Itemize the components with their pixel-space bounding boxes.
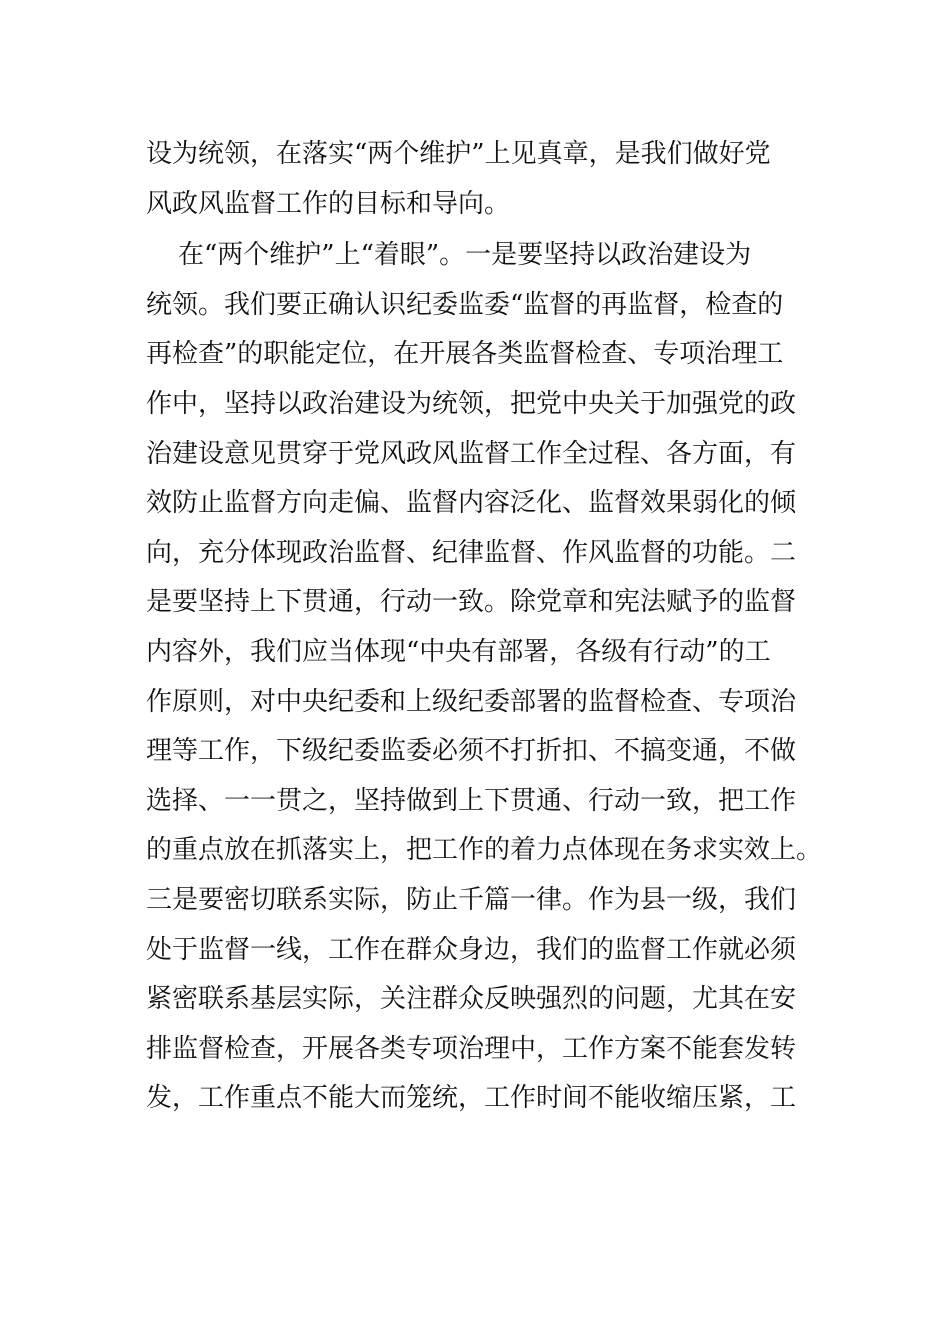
text-line: 内容外，我们应当体现“中央有部署，各级有行动”的工 xyxy=(146,636,771,667)
text-line-first: 在“两个维护”上“着眼”。一是要坚持以政治建设为 xyxy=(178,240,752,271)
text-line: 理等工作，下级纪委监委必须不打折扣、不搞变通，不做 xyxy=(146,736,797,767)
text-line: 风政风监督工作的目标和导向。 xyxy=(146,188,511,219)
text-line: 作中，坚持以政治建设为统领，把党中央关于加强党的政 xyxy=(146,388,797,419)
text-line: 选择、一一贯之，坚持做到上下贯通、行动一致，把工作 xyxy=(146,785,797,816)
text-line: 作原则，对中央纪委和上级纪委部署的监督检查、专项治 xyxy=(146,686,797,717)
text-line: 发，工作重点不能大而笼统，工作时间不能收缩压紧，工 xyxy=(146,1083,797,1114)
text-line: 治建设意见贯穿于党风政风监督工作全过程、各方面，有 xyxy=(146,438,797,469)
text-line: 向，充分体现政治监督、纪律监督、作风监督的功能。二 xyxy=(146,537,797,568)
text-line: 的重点放在抓落实上，把工作的着力点体现在务求实效上。 xyxy=(146,835,823,866)
body-text xyxy=(146,130,823,1124)
text-line: 处于监督一线，工作在群众身边，我们的监督工作就必须 xyxy=(146,934,797,965)
text-line: 统领。我们要正确认识纪委监委“监督的再监督，检查的 xyxy=(146,289,784,320)
text-line: 是要坚持上下贯通，行动一致。除党章和宪法赋予的监督 xyxy=(146,587,797,618)
text-line: 排监督检查，开展各类专项治理中，工作方案不能套发转 xyxy=(146,1033,797,1064)
text-line: 设为统领，在落实“两个维护”上见真章，是我们做好党 xyxy=(146,139,771,169)
text-line: 三是要密切联系实际，防止千篇一律。作为县一级，我们 xyxy=(146,884,797,915)
text-line: 紧密联系基层实际，关注群众反映强烈的问题，尤其在安 xyxy=(146,984,797,1015)
text-line: 效防止监督方向走偏、监督内容泛化、监督效果弱化的倾 xyxy=(146,488,797,519)
text-line: 再检查”的职能定位，在开展各类监督检查、专项治理工 xyxy=(146,339,784,370)
paragraph-2 xyxy=(146,231,823,1124)
paragraph-1 xyxy=(146,130,806,229)
